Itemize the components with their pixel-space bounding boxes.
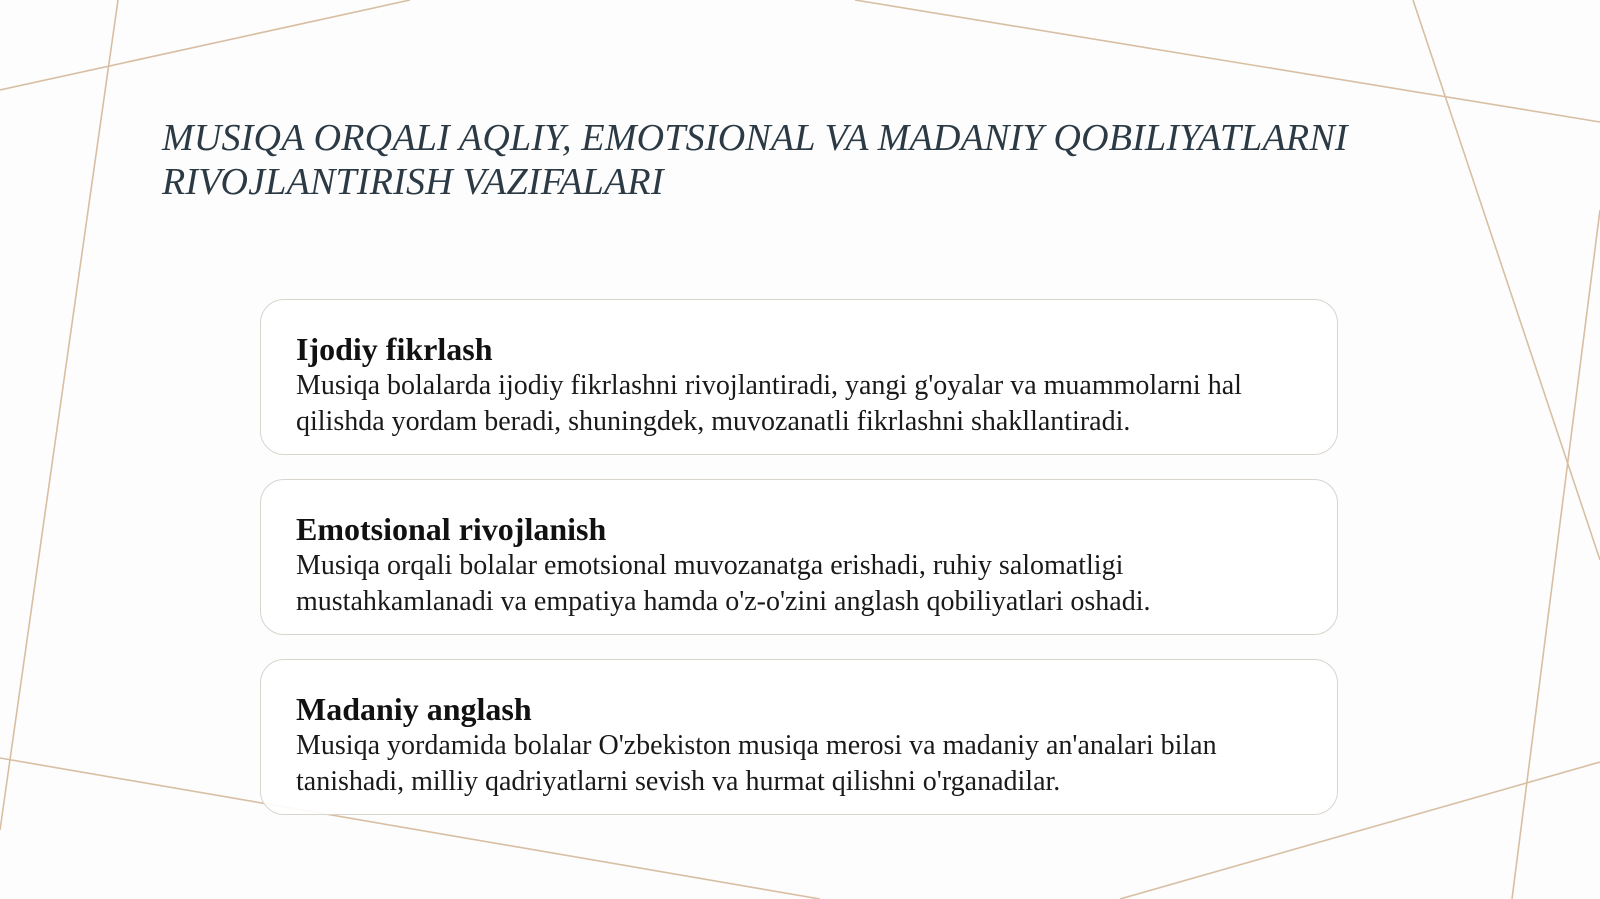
card-heading: Ijodiy fikrlash xyxy=(296,331,493,367)
card-description: Musiqa orqali bolalar emotsional muvozanatga erishadi, ruhiy salomatligi mustahkamlanadi va empatiya hamda o'z-o'zini anglash qobiliyatlari oshadi. xyxy=(296,550,1151,617)
slide-title xyxy=(162,116,1462,204)
card-description: Musiqa bolalarda ijodiy fikrlashni rivojlantiradi, yangi g'oyalar va muammolarni hal qilishda yordam beradi, shuningdek, muvozanatli fikrlashni shakllantiradi. xyxy=(296,370,1242,437)
card-description: Musiqa yordamida bolalar O'zbekiston musiqa merosi va madaniy an'analari bilan tanishadi, milliy qadriyatlarni sevish va hurmat qilishni o'rganadilar. xyxy=(296,730,1217,797)
card-cultural-understanding xyxy=(260,659,1338,815)
card-emotional-development xyxy=(260,479,1338,635)
slide-title-line-1: MUSIQA ORQALI AQLIY, EMOTSIONAL VA MADANIY QOBILIYATLARNI xyxy=(162,117,1348,159)
slide-title-line-2: RIVOJLANTIRISH VAZIFALARI xyxy=(162,161,664,203)
card-heading: Madaniy anglash xyxy=(296,691,532,727)
card-creative-thinking xyxy=(260,299,1338,455)
card-heading: Emotsional rivojlanish xyxy=(296,511,607,547)
